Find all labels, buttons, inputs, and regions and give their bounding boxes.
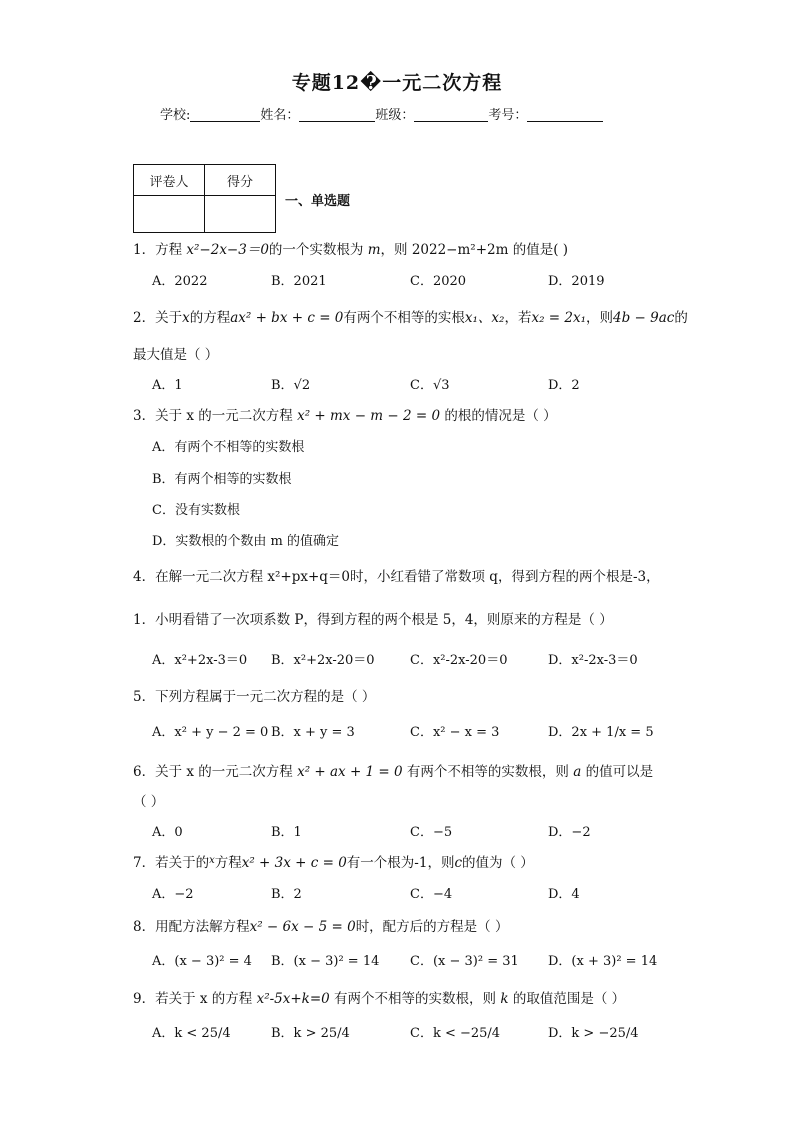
section-title: 一、单选题: [285, 194, 351, 209]
q1-equation: x²−2x−3＝0: [186, 242, 269, 258]
q5-option-b[interactable]: B．x + y = 3: [271, 725, 355, 740]
q8-option-c[interactable]: C．(x − 3)² = 31: [410, 954, 519, 969]
q6-option-d[interactable]: D．−2: [548, 825, 591, 840]
class-field[interactable]: [414, 107, 488, 122]
score-table: [133, 164, 276, 233]
q9-option-c[interactable]: C．k < −25/4: [410, 1026, 501, 1041]
q7-option-c[interactable]: C．−4: [410, 887, 453, 902]
q4-option-d[interactable]: D．x²-2x-3＝0: [548, 653, 638, 668]
page-title: 专题12�一元二次方程: [291, 72, 503, 94]
q1-option-c[interactable]: C．2020: [410, 274, 467, 289]
q5-option-a[interactable]: A．x² + y − 2 = 0: [152, 725, 269, 740]
question-6: 6．关于 x 的一元二次方程 x² + ax + 1 = 0 有两个不相等的实数根，则 a 的值可以是: [133, 764, 654, 780]
q3-option-d[interactable]: D．实数根的个数由 m 的值确定: [152, 534, 340, 549]
q7-option-b[interactable]: B．2: [271, 887, 302, 902]
student-info-line: [160, 104, 603, 123]
question-8: 8．用配方法解方程x² − 6x − 5 = 0时，配方后的方程是（ ）: [133, 919, 509, 935]
school-field[interactable]: [190, 107, 260, 122]
q1-option-a[interactable]: A．2022: [152, 274, 208, 289]
q2-option-a[interactable]: A．1: [152, 378, 183, 393]
q6-option-a[interactable]: A．0: [152, 825, 183, 840]
q3-option-c[interactable]: C．没有实数根: [152, 503, 240, 518]
name-field[interactable]: [299, 107, 375, 122]
score-cell[interactable]: [205, 196, 276, 233]
class-label: 班级：: [375, 108, 415, 123]
school-label: 学校:: [160, 108, 191, 123]
q6-option-b[interactable]: B．1: [271, 825, 302, 840]
question-6-line2: （ ）: [133, 794, 165, 810]
question-5: 5．下列方程属于一元二次方程的是（ ）: [133, 689, 376, 705]
q8-option-b[interactable]: B．(x − 3)² = 14: [271, 954, 380, 969]
q4-option-b[interactable]: B．x²+2x-20＝0: [271, 653, 375, 668]
q2-option-d[interactable]: D．2: [548, 378, 580, 393]
id-field[interactable]: [527, 107, 603, 122]
q9-option-b[interactable]: B．k > 25/4: [271, 1026, 350, 1041]
q8-option-a[interactable]: A．(x − 3)² = 4: [152, 954, 252, 969]
question-9: 9．若关于 x 的方程 x²-5x+k=0 有两个不相等的实数根，则 k 的取值范围是（ ）: [133, 991, 626, 1007]
question-7: 7．若关于的$^x$方程x² + 3x + c = 0有一个根为-1，则c的值为（ ）: [133, 855, 534, 871]
q1-option-d[interactable]: D．2019: [548, 274, 605, 289]
question-1: 1．方程 x²−2x−3＝0的一个实数根为 m，则 2022−m²+2m 的值是( ): [133, 242, 569, 258]
score-header: 得分: [205, 165, 276, 196]
q1-option-b[interactable]: B．2021: [271, 274, 327, 289]
question-4-line2: 1．小明看错了一次项系数 P，得到方程的两个根是 5，4，则原来的方程是（ ）: [133, 612, 613, 628]
q8-option-d[interactable]: D．(x + 3)² = 14: [548, 954, 658, 969]
name-label: 姓名：: [260, 108, 300, 123]
grader-header: 评卷人: [134, 165, 205, 196]
id-label: 考号：: [488, 108, 528, 123]
q2-option-b[interactable]: B．√2: [271, 378, 311, 393]
q9-option-a[interactable]: A．k < 25/4: [152, 1026, 231, 1041]
question-4: 4．在解一元二次方程 x²+px+q＝0时，小红看错了常数项 q，得到方程的两个根是-3，: [133, 569, 660, 585]
question-3: 3．关于 x 的一元二次方程 x² + mx − m − 2 = 0 的根的情况是（ ）: [133, 408, 557, 424]
question-2-line2: 最大值是（ ）: [133, 347, 219, 363]
q6-option-c[interactable]: C．−5: [410, 825, 453, 840]
q9-option-d[interactable]: D．k > −25/4: [548, 1026, 639, 1041]
q4-option-a[interactable]: A．x²+2x-3＝0: [152, 653, 248, 668]
grader-cell[interactable]: [134, 196, 205, 233]
q5-option-d[interactable]: D．2x + 1/x = 5: [548, 725, 654, 740]
q2-option-c[interactable]: C．√3: [410, 378, 450, 393]
q3-option-b[interactable]: B．有两个相等的实数根: [152, 472, 292, 487]
q4-option-c[interactable]: C．x²-2x-20＝0: [410, 653, 508, 668]
q7-option-d[interactable]: D．4: [548, 887, 580, 902]
q3-option-a[interactable]: A．有两个不相等的实数根: [152, 440, 305, 455]
question-2: 2．关于x的方程ax² + bx + c = 0有两个不相等的实根x₁、x₂，若x₂ = 2x₁，则4b − 9ac的: [133, 310, 688, 326]
q5-option-c[interactable]: C．x² − x = 3: [410, 725, 500, 740]
q7-option-a[interactable]: A．−2: [152, 887, 194, 902]
